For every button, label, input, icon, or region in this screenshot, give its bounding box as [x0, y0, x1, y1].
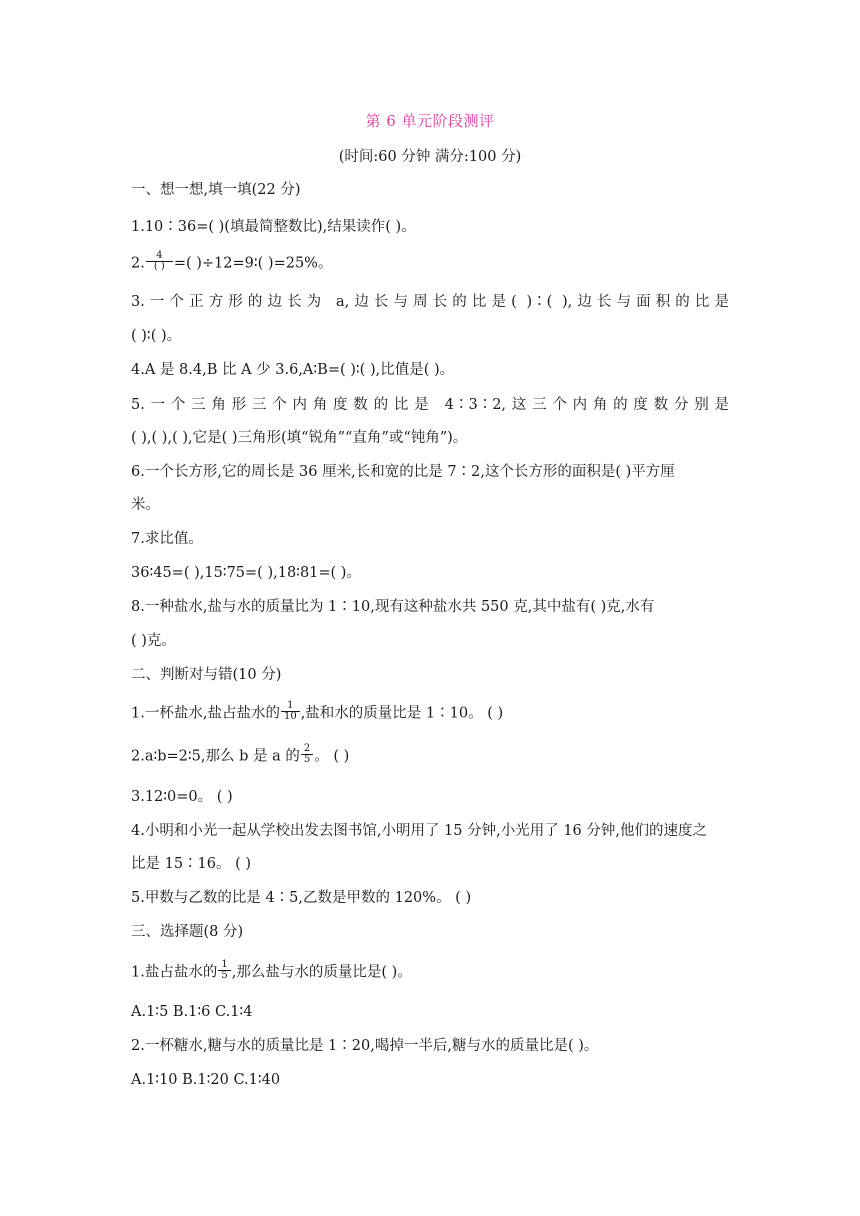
s3-q1-fraction [218, 960, 230, 981]
s1-q2-suffix: =( )÷12=9∶( )=25%。 [173, 255, 333, 272]
s1-q2-prefix: 2. [131, 255, 145, 272]
s1-question-6-line2: 米。 [131, 497, 160, 513]
s2-question-4-line1: 4.小明和小光一起从学校出发去图书馆,小明用了 15 分钟,小光用了 16 分钟,他们的速度之 [131, 823, 707, 839]
s1-question-5-line1: 5.一个三角形三个内角度数的比是 4∶3∶2,这三个内角的度数分别是 [131, 397, 729, 413]
s1-question-1: 1.10∶36=( )(填最简整数比),结果读作( )。 [131, 219, 416, 235]
section3-heading: 三、选择题(8 分) [131, 924, 244, 940]
s3-question-1 [131, 959, 412, 983]
s1-question-3-line2: ( )∶( )。 [131, 328, 182, 344]
s3-question-1-options: A.1∶5 B.1∶6 C.1∶4 [131, 1004, 253, 1020]
s2-q1-fraction-denominator: 10 [283, 711, 297, 722]
s3-question-2-options: A.1∶10 B.1∶20 C.1∶40 [131, 1072, 281, 1088]
s1-question-8-line2: ( )克。 [131, 633, 176, 649]
s2-question-1 [131, 700, 504, 724]
page-subtitle: (时间:60 分钟 满分:100 分) [338, 149, 522, 165]
s2-q2-fraction-denominator: 5 [303, 754, 311, 765]
s3-question-2: 2.一杯糖水,糖与水的质量比是 1∶20,喝掉一半后,糖与水的质量比是( )。 [131, 1038, 599, 1054]
s2-q2-prefix: 2.a∶b=2∶5,那么 b 是 a 的 [131, 748, 300, 765]
s2-question-5: 5.甲数与乙数的比是 4∶5,乙数是甲数的 120%。 ( ) [131, 890, 472, 906]
page-title: 第 6 单元阶段测评 [365, 112, 495, 130]
s1-q2-fraction [146, 251, 173, 272]
section1-heading: 一、想一想,填一填(22 分) [131, 182, 301, 198]
s2-q2-fraction [301, 744, 313, 765]
s3-q1-prefix: 1.盐占盐水的 [131, 964, 218, 981]
s2-q1-fraction [281, 701, 300, 722]
s1-question-7-line1: 7.求比值。 [131, 531, 203, 547]
s1-question-8-line1: 8.一种盐水,盐与水的质量比为 1∶10,现有这种盐水共 550 克,其中盐有( )克,水有 [131, 599, 655, 615]
s1-question-4: 4.A 是 8.4,B 比 A 少 3.6,A∶B=( )∶( ),比值是( )。 [131, 362, 455, 378]
s1-question-7-line2: 36∶45=( ),15∶75=( ),18∶81=( )。 [131, 565, 361, 581]
s1-question-6-line1: 6.一个长方形,它的周长是 36 厘米,长和宽的比是 7∶2,这个长方形的面积是( )平方厘 [131, 464, 675, 480]
s2-q2-fraction-numerator: 2 [301, 744, 313, 755]
s1-q2-fraction-denominator: ( ) [153, 261, 165, 272]
s2-q1-suffix: ,盐和水的质量比是 1∶10。 ( ) [300, 705, 504, 722]
s3-q1-suffix: ,那么盐与水的质量比是( )。 [231, 964, 412, 981]
s2-q1-prefix: 1.一杯盐水,盐占盐水的 [131, 705, 280, 722]
s1-question-5-line2: ( ),( ),( ),它是( )三角形(填“锐角”“直角”或“钝角”)。 [131, 430, 468, 446]
section2-heading: 二、判断对与错(10 分) [131, 667, 282, 683]
s2-question-3: 3.12∶0=0。 ( ) [131, 789, 233, 805]
s2-q2-suffix: 。 ( ) [314, 748, 350, 765]
s2-question-2 [131, 743, 350, 767]
s2-question-4-line2: 比是 15∶16。 ( ) [131, 856, 252, 872]
s1-q2-fraction-numerator: 4 [146, 251, 173, 262]
s2-q1-fraction-numerator: 1 [281, 701, 300, 712]
s3-q1-fraction-numerator: 1 [218, 960, 230, 971]
s1-question-2 [131, 250, 333, 274]
s3-q1-fraction-denominator: 5 [221, 970, 228, 981]
s1-question-3-line1: 3.一个正方形的边长为 a,边长与周长的比是( )∶( ),边长与面积的比是 [131, 294, 729, 310]
